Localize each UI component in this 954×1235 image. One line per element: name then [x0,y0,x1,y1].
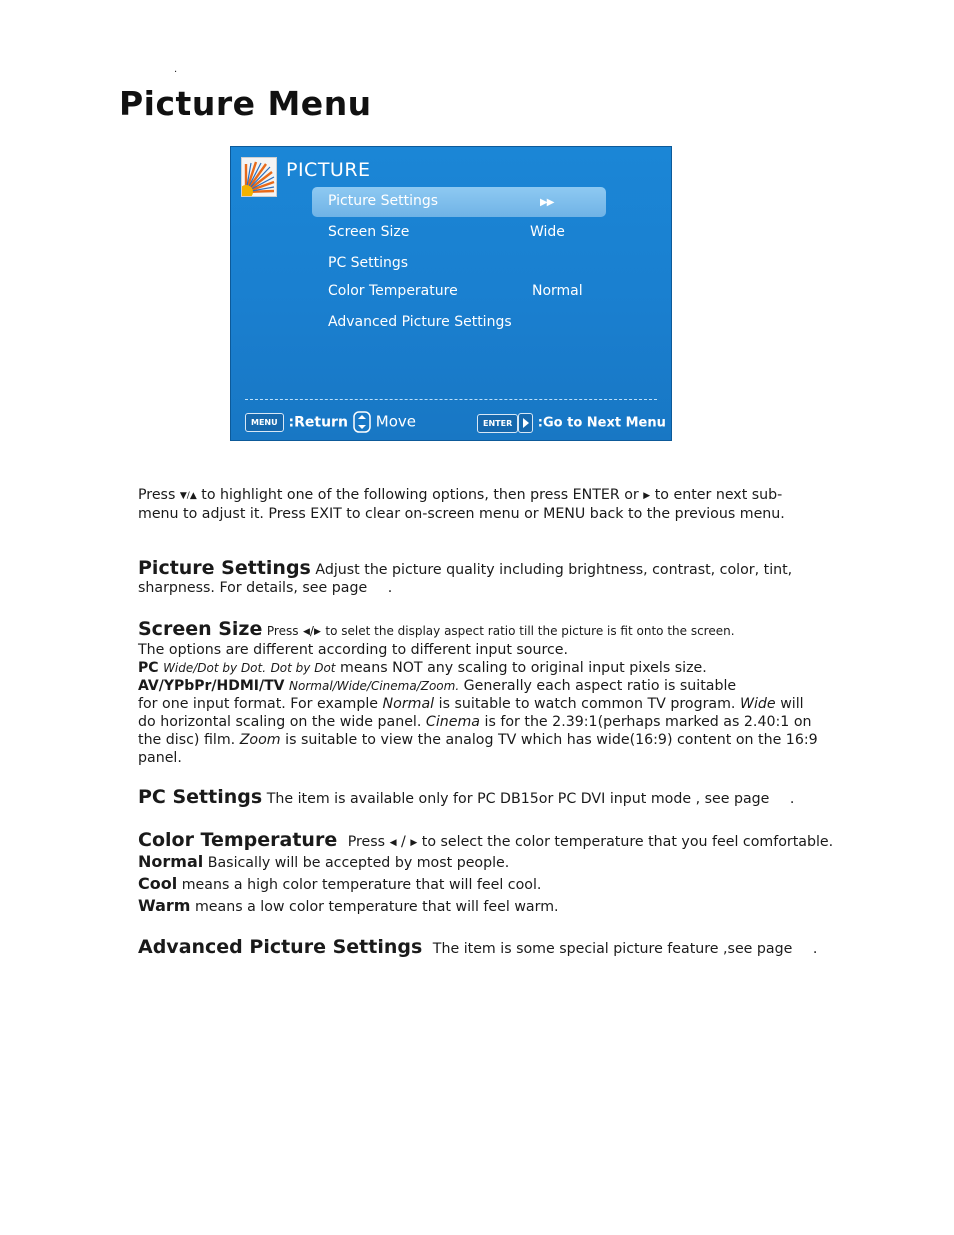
section-text: Adjust the picture quality including brightness, contrast, color, tint, [315,562,793,578]
intro-text-1: to highlight one of the following options, then press ENTER or [201,487,639,503]
right-key-icon [518,413,533,433]
right-arrow-icon: ▶ [643,491,651,501]
line-text: the disc) film. [138,732,236,748]
section-line-2: The options are different according to different input source. [138,642,569,658]
slash: / [401,834,406,850]
section-heading: Advanced Picture Settings [138,936,423,958]
cool-text: means a high color temperature that will feel cool. [181,877,542,893]
av-options: Normal/Wide/Cinema/Zoom. [289,679,460,693]
section-pc-settings [138,788,794,808]
section-press: Press [347,834,386,850]
av-text: Generally each aspect ratio is suitable [463,678,737,694]
picture-osd-menu [230,146,672,441]
normal-term: Normal [382,696,435,712]
section-text: The item is some special picture feature ,see page [432,941,793,957]
osd-item-label: Screen Size [328,224,410,240]
line-text: is suitable to view the analog TV which has wide(16:9) content on the 16:9 [285,732,818,748]
stray-dot: . [174,64,178,75]
wide-term: Wide [739,696,776,712]
normal-text: Basically will be accepted by most people. [207,855,510,871]
right-arrow-icon: ▶ [313,627,321,637]
return-label: :Return [288,414,348,431]
page-ref-dot: . [789,791,795,807]
section-screen-size [138,620,818,767]
cool-label: Cool [138,874,178,893]
section-heading: PC Settings [138,786,263,808]
section-press: Press [266,624,299,638]
section-heading: Screen Size [138,618,263,640]
osd-item-screen-size[interactable] [312,218,606,248]
osd-item-value: Normal [532,283,583,299]
osd-item-picture-settings[interactable] [312,187,606,217]
left-arrow-icon: ◀ [303,627,310,637]
section-advanced-picture-settings [138,938,817,958]
osd-item-advanced-picture-settings[interactable] [312,308,606,338]
enter-key-icon: ENTER [477,414,518,433]
page-ref-dot: . [812,941,818,957]
left-arrow-icon: ◀ [389,838,397,848]
pc-options: Wide/Dot by Dot. [163,661,267,675]
menu-key-icon: MENU [245,413,284,432]
osd-item-label: PC Settings [328,255,409,271]
osd-item-label: Advanced Picture Settings [328,314,512,330]
osd-item-color-temperature[interactable] [312,277,606,307]
page-title: Picture Menu [119,84,372,123]
normal-label: Normal [138,852,204,871]
section-picture-settings [138,559,792,597]
line-text: is suitable to watch common TV program. [438,696,736,712]
cinema-term: Cinema [425,714,480,730]
section-text: to selet the display aspect ratio till the picture is fit onto the screen. [325,624,735,638]
intro-press: Press [138,487,176,503]
section-line-2: sharpness. For details, see page [138,580,368,596]
section-heading: Color Temperature [138,829,338,851]
intro-paragraph [138,486,785,523]
intro-text-2: to enter next sub- [654,487,783,503]
line-text: will [780,696,804,712]
osd-footer-move [353,411,416,433]
osd-item-pc-settings[interactable] [312,249,606,279]
move-label: Move [375,412,417,431]
section-text: The item is available only for PC DB15or PC DVI input mode , see page [266,791,770,807]
osd-item-label: Color Temperature [328,283,458,299]
slash: / [309,624,314,638]
next-menu-label: :Go to Next Menu [537,415,666,431]
osd-divider [245,399,657,400]
double-right-arrow-icon: ▶▶ [540,197,554,208]
osd-item-value: Wide [530,224,565,240]
section-text: to select the color temperature that you feel comfortable. [421,834,834,850]
pc-label: PC [138,660,159,676]
line-text: is for the 2.39:1(perhaps marked as 2.40:1 on [484,714,812,730]
osd-footer-next [477,413,666,433]
line-text: panel. [138,750,182,766]
line-text: for one input format. For example [138,696,379,712]
zoom-term: Zoom [239,732,281,748]
warm-label: Warm [138,896,191,915]
warm-text: means a low color temperature that will feel warm. [194,899,559,915]
osd-footer-return [245,413,348,432]
pc-option-dot-by-dot: Dot by Dot [270,661,336,675]
osd-title: PICTURE [286,159,371,181]
av-label: AV/YPbPr/HDMI/TV [138,678,285,694]
section-color-temperature [138,831,833,916]
page-ref-dot: . [387,580,393,596]
down-up-arrow-icon: ▼/▲ [179,491,197,501]
up-down-key-icon [353,411,371,433]
intro-line-2: menu to adjust it. Press EXIT to clear on-screen menu or MENU back to the previous menu. [138,506,785,522]
line-text: do horizontal scaling on the wide panel. [138,714,422,730]
sunburst-icon [241,157,277,197]
pc-text: means NOT any scaling to original input pixels size. [340,660,707,676]
right-arrow-icon: ▶ [410,838,418,848]
osd-item-label: Picture Settings [328,193,439,209]
section-heading: Picture Settings [138,557,311,579]
